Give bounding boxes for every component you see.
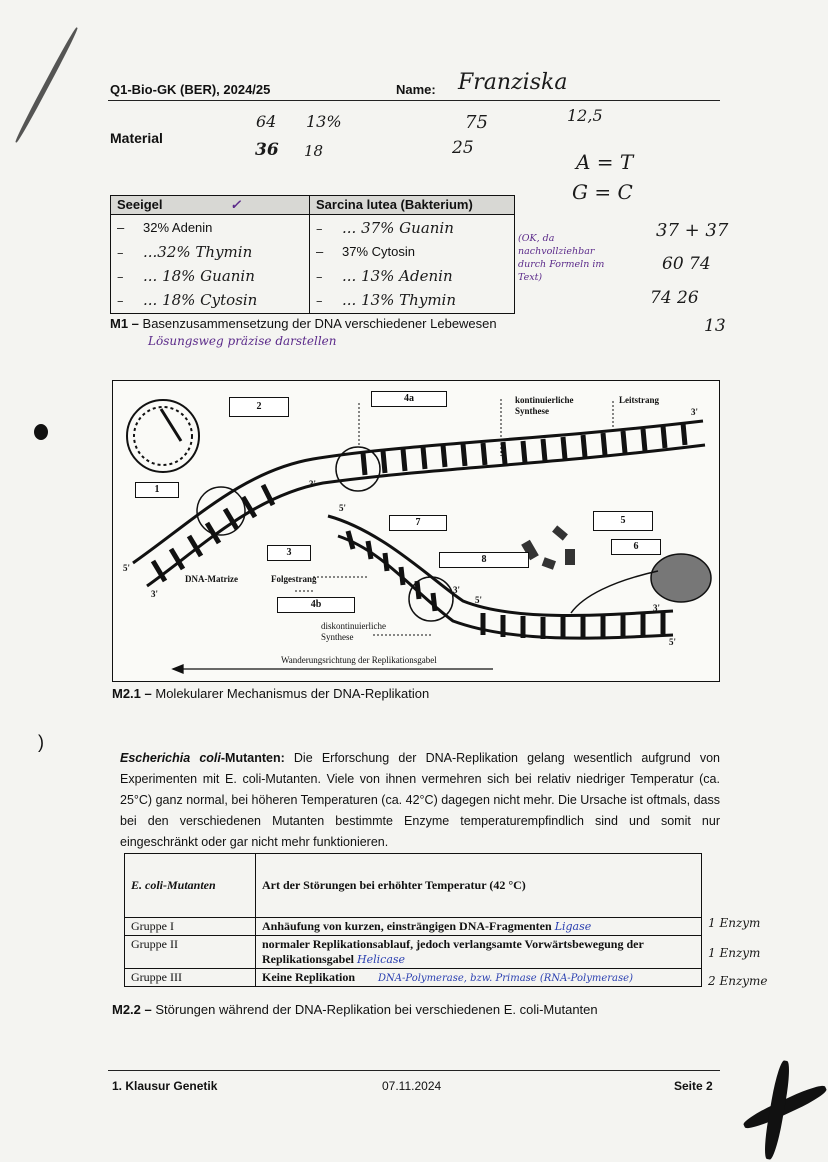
m22-caption bbox=[112, 1002, 598, 1017]
replication-diagram bbox=[112, 380, 720, 682]
footer-left: 1. Klausur Genetik bbox=[112, 1079, 218, 1093]
m21-caption-label: M2.1 – bbox=[112, 686, 152, 701]
sarcina-adenin: ... 13% Adenin bbox=[342, 267, 453, 285]
seeigel-cytosin: ... 18% Cytosin bbox=[143, 291, 258, 309]
side-note-2: 1 Enzym bbox=[708, 946, 761, 960]
punch-hole-mark bbox=[34, 424, 48, 440]
seeigel-guanin: ... 18% Guanin bbox=[143, 267, 255, 285]
label-5prime-mid: 5' bbox=[339, 503, 347, 513]
m1-col-seeigel bbox=[111, 215, 310, 314]
dash: – bbox=[316, 294, 323, 309]
ecoli-title: Escherichia coli bbox=[120, 751, 221, 765]
m1-col-sarcina bbox=[310, 215, 515, 314]
dash: – bbox=[117, 294, 124, 309]
ecoli-paragraph bbox=[120, 748, 720, 853]
plasmid-ring bbox=[127, 400, 199, 472]
label-box-7: 7 bbox=[389, 515, 447, 531]
m22-group-3: Gruppe III bbox=[125, 969, 256, 987]
dash: – bbox=[316, 244, 324, 259]
m22-head-mutanten bbox=[125, 854, 256, 918]
protein-fragments bbox=[521, 525, 575, 569]
direction-arrow bbox=[173, 665, 493, 673]
side-note-1: 1 Enzym bbox=[708, 916, 761, 930]
m21-caption-text: Molekularer Mechanismus der DNA-Replikation bbox=[155, 686, 430, 701]
label-3prime-end: 3' bbox=[653, 603, 661, 613]
note-13pct: 13% bbox=[306, 112, 342, 131]
m22-desc-3 bbox=[256, 969, 702, 987]
m1-caption-text: Basenzusammensetzung der DNA verschiedener Lebewesen bbox=[142, 316, 497, 331]
label-box-1: 1 bbox=[135, 482, 179, 498]
calc-line-3: 74 26 bbox=[650, 288, 699, 308]
label-5prime-lower: 5' bbox=[475, 595, 483, 605]
ecoli-title-suffix: -Mutanten: bbox=[220, 751, 285, 765]
calc-line-4: 13 bbox=[704, 316, 726, 336]
side-note-3: 2 Enzyme bbox=[708, 974, 768, 988]
m1-head-seeigel-text: Seeigel bbox=[117, 197, 163, 212]
footer-date: 07.11.2024 bbox=[382, 1079, 442, 1093]
rule-at: A = T bbox=[576, 150, 634, 174]
replication-illustration bbox=[113, 381, 719, 681]
dash: – bbox=[117, 270, 124, 285]
student-name: Franziska bbox=[458, 70, 568, 95]
sarcina-cytosin: 37% Cytosin bbox=[342, 244, 415, 259]
rule-gc: G = C bbox=[572, 180, 633, 204]
punch-hole-mark-2: ) bbox=[38, 732, 44, 752]
label-3prime-mid: 3' bbox=[309, 479, 317, 489]
dash: – bbox=[117, 220, 125, 235]
m21-caption bbox=[112, 686, 429, 701]
label-folgestrang: Folgestrang bbox=[271, 574, 317, 584]
m22-group-2: Gruppe II bbox=[125, 936, 256, 969]
m22-head-mutanten-text: E. coli-Mutanten bbox=[131, 878, 216, 892]
m22-head-stoerungen: Art der Störungen bei erhöhter Temperatur (42 °C) bbox=[256, 854, 702, 918]
label-5prime-end: 5' bbox=[669, 637, 677, 647]
m22-note-ligase: Ligase bbox=[554, 920, 592, 933]
m22-caption-label: M2.2 – bbox=[112, 1002, 152, 1017]
m22-desc-2-text: normaler Replikationsablauf, jedoch verlangsamte Vorwärtsbewegung der Replikationsgabel bbox=[262, 937, 644, 966]
note-25: 25 bbox=[452, 138, 474, 158]
label-diskontinuierlich: diskontinuierliche Synthese bbox=[321, 621, 386, 642]
m22-table bbox=[124, 853, 702, 987]
name-label: Name: bbox=[396, 82, 436, 97]
label-box-8: 8 bbox=[439, 552, 529, 568]
dash: – bbox=[316, 222, 323, 237]
label-kontinuierlich: kontinuierliche Synthese bbox=[515, 395, 574, 416]
teacher-comment: Lösungsweg präzise darstellen bbox=[148, 334, 337, 348]
note-64: 64 bbox=[256, 112, 277, 131]
dna-template-strand bbox=[133, 421, 705, 586]
m22-note-polymerase: DNA-Polymerase, bzw. Primase (RNA-Polymerase) bbox=[378, 973, 633, 984]
m22-note-helicase: Helicase bbox=[357, 953, 406, 966]
label-3prime-lower: 3' bbox=[453, 585, 461, 595]
label-box-4a: 4a bbox=[371, 391, 447, 407]
note-18: 18 bbox=[304, 142, 324, 160]
course-label: Q1-Bio-GK (BER), 2024/25 bbox=[110, 82, 271, 97]
m22-desc-1-text: Anhäufung von kurzen, einsträngigen DNA-Fragmenten bbox=[262, 919, 552, 933]
label-leitstrang: Leitstrang bbox=[619, 395, 659, 405]
m1-caption bbox=[110, 316, 497, 331]
note-12-5: 12,5 bbox=[567, 106, 603, 125]
m1-head-seeigel bbox=[111, 196, 310, 215]
label-matrize: DNA-Matrize bbox=[185, 574, 238, 584]
label-box-4b: 4b bbox=[277, 597, 355, 613]
dash: – bbox=[117, 246, 124, 261]
material-label: Material bbox=[110, 130, 163, 146]
m22-desc-3-text: Keine Replikation bbox=[262, 970, 356, 984]
seeigel-adenin: 32% Adenin bbox=[143, 220, 213, 235]
footer-rule bbox=[108, 1070, 720, 1071]
enzyme-blob bbox=[651, 554, 711, 602]
teacher-check-mark: ✓ bbox=[230, 197, 242, 212]
m1-caption-label: M1 – bbox=[110, 316, 139, 331]
dash: – bbox=[316, 270, 323, 285]
m1-table bbox=[110, 195, 515, 314]
m1-head-sarcina: Sarcina lutea (Bakterium) bbox=[310, 196, 515, 215]
label-box-5: 5 bbox=[593, 511, 653, 531]
seeigel-thymin: ...32% Thymin bbox=[143, 243, 253, 261]
label-3prime-left: 3' bbox=[151, 589, 159, 599]
note-36: 36 bbox=[255, 140, 279, 160]
m22-desc-2 bbox=[256, 936, 702, 969]
label-wanderung: Wanderungsrichtung der Replikationsgabel bbox=[281, 655, 437, 665]
sarcina-guanin: ... 37% Guanin bbox=[342, 219, 454, 237]
blob-arrow bbox=[571, 571, 661, 613]
m22-caption-text: Störungen während der DNA-Replikation bei verschiedenen E. coli-Mutanten bbox=[155, 1002, 598, 1017]
marker-stroke-top-left bbox=[14, 26, 79, 143]
ecoli-text: Die Erforschung der DNA-Replikation gelang wesentlich aufgrund von Experimenten mit E. coli-Mutanten. Viele von ihnen vermehren sich bei relativ niedriger Temperatur (ca. 25°C) ganz normal, bei höheren Temperaturen (ca. 42°C) dagegen nicht mehr. Die Ursache ist oftmals, dass bei den verschiedenen Mutanten bestimmte Enzyme temperaturempfindlich sind und somit nur eingeschränkt oder gar nicht mehr funktionieren. bbox=[120, 751, 721, 849]
note-75: 75 bbox=[465, 112, 488, 133]
calc-line-1: 37 + 37 bbox=[656, 220, 729, 241]
calc-line-2: 60 74 bbox=[662, 254, 711, 274]
label-box-2: 2 bbox=[229, 397, 289, 417]
teacher-note: (OK, da nachvollziehbar durch Formeln im Text) bbox=[518, 233, 605, 283]
label-box-3: 3 bbox=[267, 545, 311, 561]
footer-page: Seite 2 bbox=[674, 1079, 713, 1093]
label-3prime-right: 3' bbox=[691, 407, 699, 417]
label-5prime-left: 5' bbox=[123, 563, 131, 573]
sarcina-thymin: ... 13% Thymin bbox=[342, 291, 457, 309]
m22-desc-1 bbox=[256, 918, 702, 936]
header-rule bbox=[108, 100, 720, 101]
m22-group-1: Gruppe I bbox=[125, 918, 256, 936]
label-box-6: 6 bbox=[611, 539, 661, 555]
